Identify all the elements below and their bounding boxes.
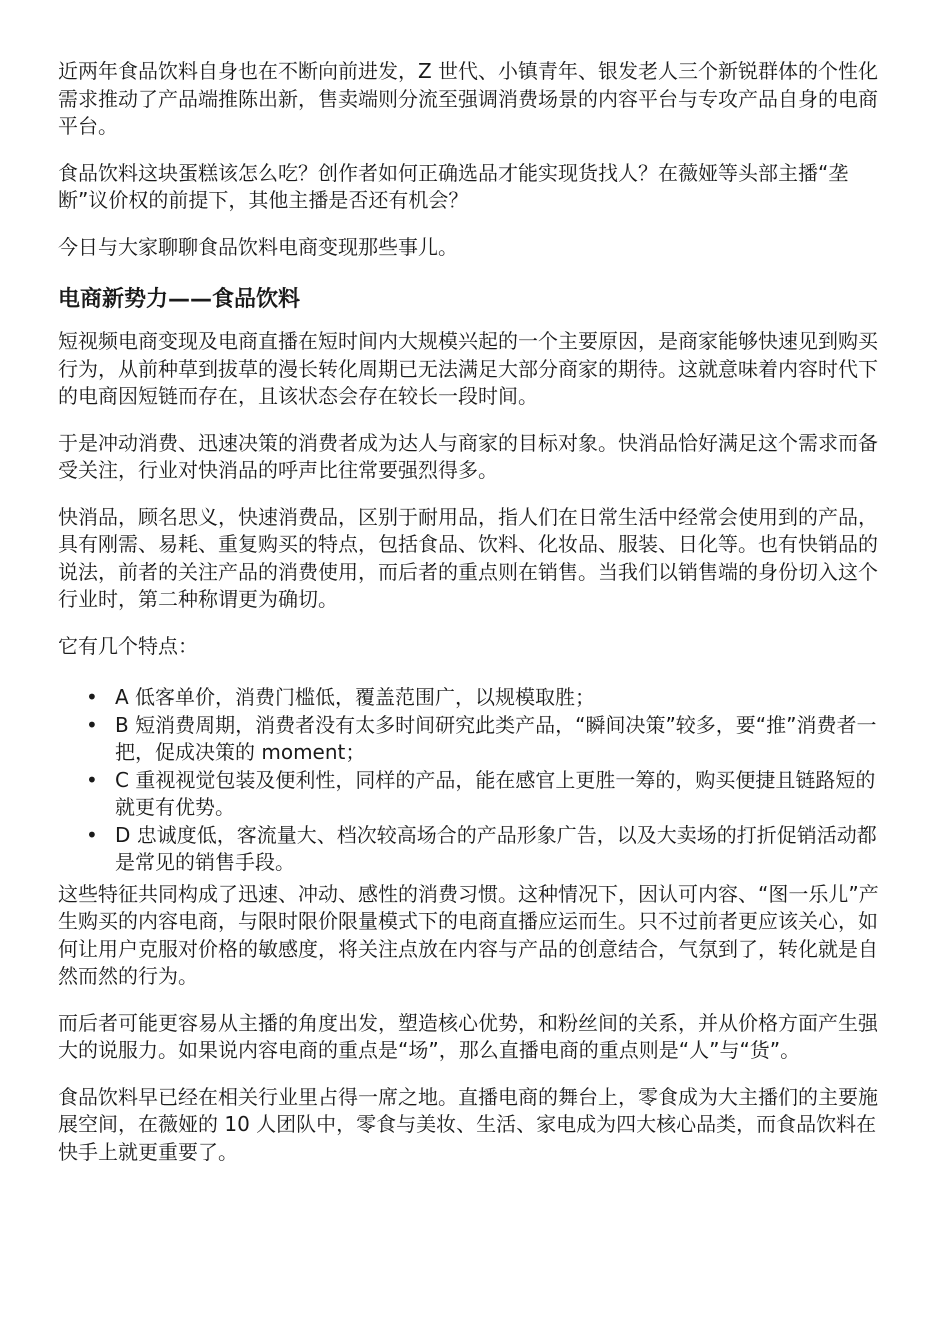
intro-paragraph-1: 近两年食品饮料自身也在不断向前进发，Z 世代、小镇青年、银发老人三个新锐群体的个性化需求推动了产品端推陈出新，售卖端则分流至强调消费场景的内容平台与专攻产品自身的电商平台。 <box>58 59 879 138</box>
article-body <box>58 58 894 1185</box>
intro-paragraph-3: 今日与大家聊聊食品饮料电商变现那些事儿。 <box>58 234 458 259</box>
features-intro: 它有几个特点： <box>58 633 198 658</box>
list-item <box>58 767 894 822</box>
bullet-icon: • <box>86 712 98 737</box>
intro-paragraph-2: 食品饮料这块蛋糕该怎么吃？创作者如何正确选品才能实现货找人？在薇娅等头部主播“垄断”议价权的前提下，其他主播是否还有机会？ <box>58 160 849 212</box>
after-paragraph-1: 这些特征共同构成了迅速、冲动、感性的消费习惯。这种情况下，因认可内容、“图一乐儿”产生购买的内容电商，与限时限价限量模式下的电商直播应运而生。只不过前者更应该关心，如何让用户克服对价格的敏感度，将关注点放在内容与产品的创意结合，气氛到了，转化就是自然而然的行为。 <box>58 881 879 988</box>
feature-text: B 短消费周期，消费者没有太多时间研究此类产品，“瞬间决策”较多，要“推”消费者一把，促成决策的 moment； <box>115 712 877 764</box>
feature-text: A 低客单价，消费门槛低，覆盖范围广，以规模取胜； <box>115 685 596 709</box>
bullet-icon: • <box>86 822 98 847</box>
list-item <box>58 822 894 877</box>
feature-text: D 忠诚度低，客流量大、档次较高场合的产品形象广告，以及大卖场的打折促销活动都是常见的销售手段。 <box>115 822 877 874</box>
after-paragraph-3: 食品饮料早已经在相关行业里占得一席之地。直播电商的舞台上，零食成为大主播们的主要施展空间，在薇娅的 10 人团队中，零食与美妆、生活、家电成为四大核心品类，而食品饮料在快手上就更重要了。 <box>58 1084 878 1164</box>
list-item <box>58 712 894 767</box>
section-paragraph-2: 于是冲动消费、迅速决策的消费者成为达人与商家的目标对象。快消品恰好满足这个需求而备受关注，行业对快消品的呼声比往常要强烈得多。 <box>58 430 878 482</box>
list-item <box>58 684 894 712</box>
bullet-icon: • <box>86 767 98 792</box>
bullet-icon: • <box>86 685 98 709</box>
after-paragraph-2: 而后者可能更容易从主播的角度出发，塑造核心优势，和粉丝间的关系，并从价格方面产生强大的说服力。如果说内容电商的重点是“场”，那么直播电商的重点则是“人”与“货”。 <box>58 1010 878 1062</box>
section-paragraph-1: 短视频电商变现及电商直播在短时间内大规模兴起的一个主要原因，是商家能够快速见到购买行为，从前种草到拔草的漫长转化周期已无法满足大部分商家的期待。这就意味着内容时代下的电商因短链而存在，且该状态会存在较长一段时间。 <box>58 329 878 408</box>
section-paragraph-3: 快消品，顾名思义，快速消费品，区别于耐用品，指人们在日常生活中经常会使用到的产品，具有刚需、易耗、重复购买的特点，包括食品、饮料、化妆品、服装、日化等。也有快销品的说法，前者的关注产品的消费使用，而后者的重点则在销售。当我们以销售端的身份切入这个行业时，第二种称谓更为确切。 <box>58 504 878 611</box>
feature-text: C 重视视觉包装及便利性，同样的产品，能在感官上更胜一筹的，购买便捷且链路短的就更有优势。 <box>115 767 876 819</box>
feature-list <box>58 684 894 877</box>
section-heading: 电商新势力——食品饮料 <box>58 287 301 312</box>
